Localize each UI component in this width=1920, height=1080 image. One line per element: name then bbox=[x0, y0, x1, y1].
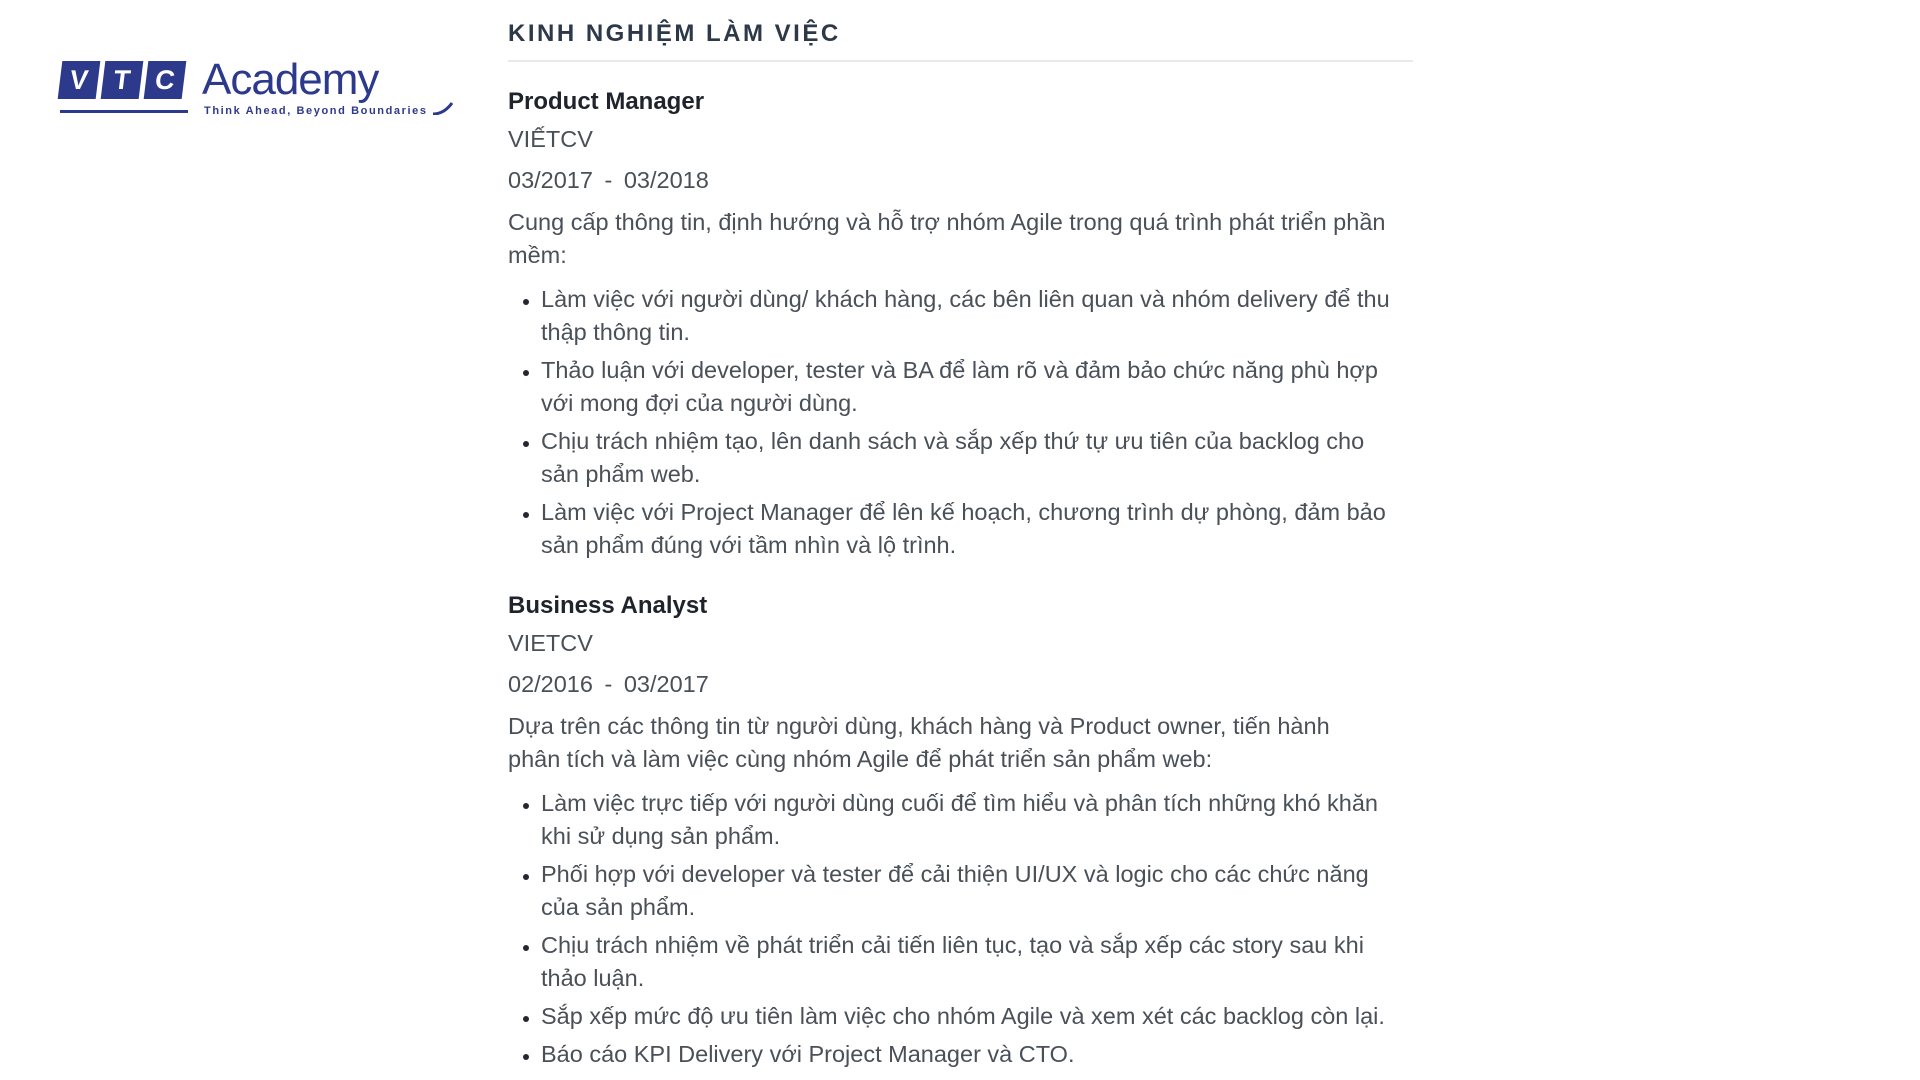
bullet-item: • Làm việc trực tiếp với người dùng cuối để tìm hiểu và phân tích những khó khăn khi sử dụng sản phẩm. bbox=[541, 787, 1396, 853]
bullet-item: • Sắp xếp mức độ ưu tiên làm việc cho nhóm Agile và xem xét các backlog còn lại. bbox=[541, 1000, 1396, 1033]
bullet-item: • Báo cáo KPI Delivery với Project Manager và CTO. bbox=[541, 1038, 1396, 1071]
job-title: Product Manager bbox=[508, 88, 705, 115]
job-company: VIETCV bbox=[508, 630, 593, 656]
job-summary: Cung cấp thông tin, định hướng và hỗ trợ nhóm Agile trong quá trình phát triển phần mềm: bbox=[508, 209, 1386, 268]
job-company: VIẾTCV bbox=[508, 126, 593, 152]
bullet-item: • Thảo luận với developer, tester và BA để làm rõ và đảm bảo chức năng phù hợp với mong đợi của người dùng. bbox=[541, 354, 1396, 420]
job-dates: 03/2017 - 03/2018 bbox=[508, 167, 709, 193]
job-bullet-list bbox=[508, 787, 1396, 1071]
logo-tile-v: V bbox=[58, 61, 101, 99]
job-entry-business-analyst bbox=[508, 592, 1413, 1071]
logo-tile-t: T bbox=[101, 61, 144, 99]
vtc-letter-tiles bbox=[58, 61, 187, 99]
job-entry-product-manager bbox=[508, 88, 1413, 562]
logo-tile-c: C bbox=[144, 61, 187, 99]
job-summary: Dựa trên các thông tin từ người dùng, khách hàng và Product owner, tiến hành phân tích và làm việc cùng nhóm Agile để phát triển sản phẩm web: bbox=[508, 713, 1330, 772]
bullet-item: • Chịu trách nhiệm về phát triển cải tiến liên tục, tạo và sắp xếp các story sau khi thảo luận. bbox=[541, 929, 1396, 995]
bullet-item: • Chịu trách nhiệm tạo, lên danh sách và sắp xếp thứ tự ưu tiên của backlog cho sản phẩm web. bbox=[541, 425, 1396, 491]
section-title: KINH NGHIỆM LÀM VIỆC bbox=[508, 20, 1413, 62]
job-title: Business Analyst bbox=[508, 592, 708, 619]
bullet-item: • Làm việc với Project Manager để lên kế hoạch, chương trình dự phòng, đảm bảo sản phẩm đúng với tầm nhìn và lộ trình. bbox=[541, 496, 1396, 562]
logo-wordmark: Academy bbox=[202, 55, 379, 104]
bullet-item: • Làm việc với người dùng/ khách hàng, các bên liên quan và nhóm delivery để thu thập thông tin. bbox=[541, 283, 1396, 349]
job-bullet-list bbox=[508, 283, 1396, 562]
logo-tagline-row bbox=[60, 105, 454, 117]
logo-row bbox=[60, 55, 454, 104]
work-experience-section bbox=[508, 20, 1413, 1076]
job-dates: 02/2016 - 03/2017 bbox=[508, 671, 709, 697]
logo-swoosh-icon bbox=[432, 101, 454, 115]
vtc-academy-logo bbox=[60, 55, 454, 117]
logo-tagline: Think Ahead, Beyond Boundaries bbox=[204, 105, 428, 117]
logo-underline bbox=[60, 110, 188, 113]
bullet-item: • Phối hợp với developer và tester để cải thiện UI/UX và logic cho các chức năng của sản phẩm. bbox=[541, 858, 1396, 924]
